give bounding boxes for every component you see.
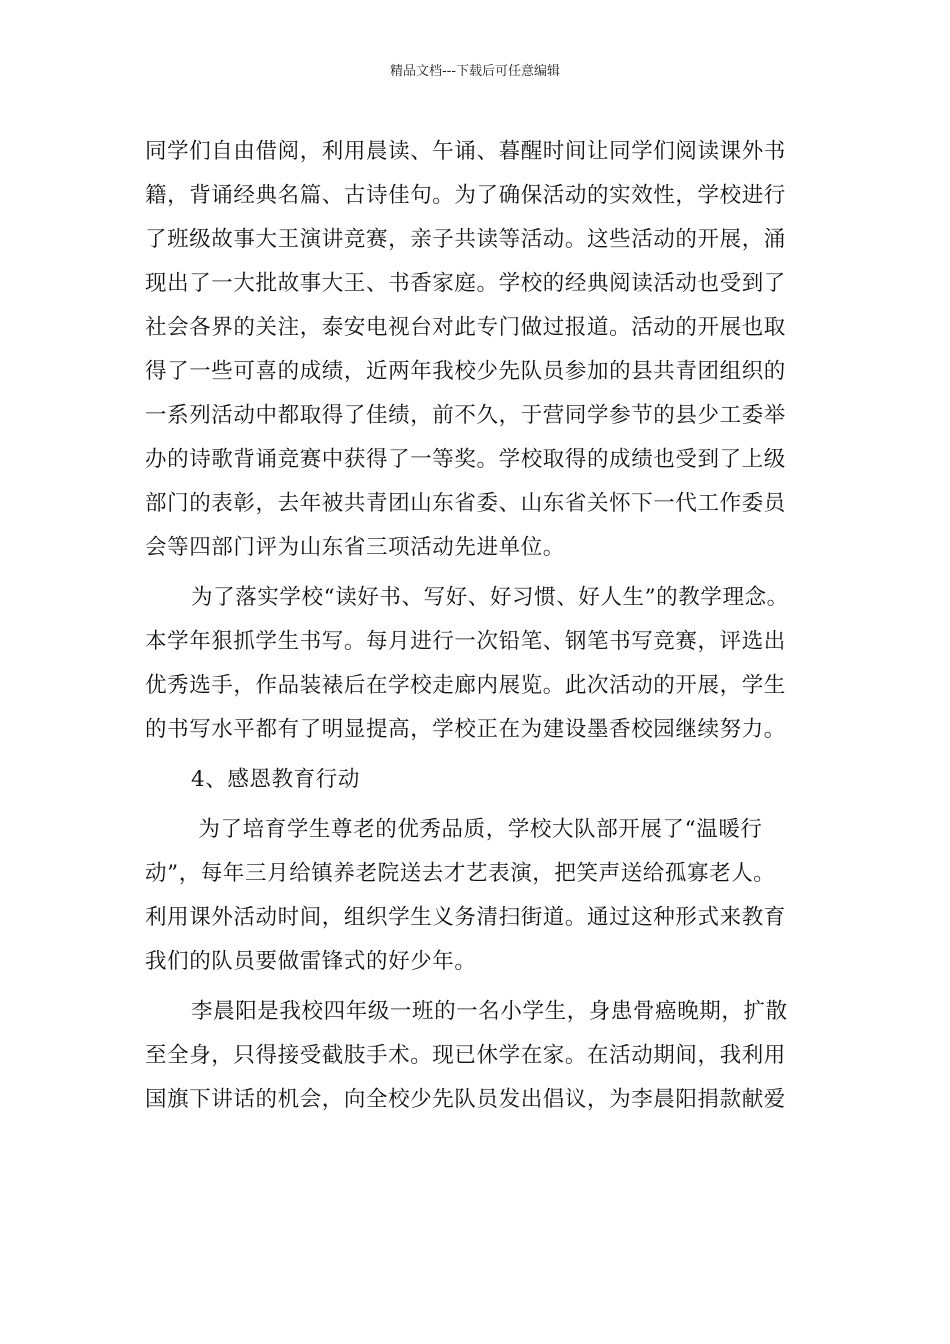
paragraph-4	[145, 990, 825, 1122]
text-line: 了班级故事大王演讲竞赛，亲子共读等活动。这些活动的开展，涌	[145, 227, 786, 252]
text-line: 会等四部门评为山东省三项活动先进单位。	[145, 535, 565, 560]
text-line: 动”，每年三月给镇养老院送去才艺表演，把笑声送给孤寡老人。	[145, 861, 776, 886]
text-line: 得了一些可喜的成绩，近两年我校少先队员参加的县共青团组织的	[145, 359, 786, 384]
text-line: 本学年狠抓学生书写。每月进行一次铅笔、钢笔书写竞赛，评选出	[145, 629, 786, 654]
text-line: 籍，背诵经典名篇、古诗佳句。为了确保活动的实效性，学校进行	[145, 183, 786, 208]
document-body	[145, 130, 825, 1122]
text-line: 部门的表彰，去年被共青团山东省委、山东省关怀下一代工作委员	[145, 491, 786, 516]
text-line: 至全身，只得接受截肢手术。现已休学在家。在活动期间，我利用	[145, 1043, 786, 1068]
text-line: 国旗下讲话的机会，向全校少先队员发出倡议，为李晨阳捐款献爱	[145, 1087, 786, 1112]
paragraph-1	[145, 130, 825, 570]
text-line: 社会各界的关注，泰安电视台对此专门做过报道。活动的开展也取	[145, 315, 786, 340]
text-line: 为了培育学生尊老的优秀品质，学校大队部开展了“温暖行	[191, 817, 763, 842]
paragraph-2	[145, 576, 825, 752]
text-line: 一系列活动中都取得了佳绩，前不久，于营同学参节的县少工委举	[145, 403, 786, 428]
section-heading	[145, 758, 825, 802]
text-line: 优秀选手，作品装裱后在学校走廊内展览。此次活动的开展，学生	[145, 673, 786, 698]
text-line: 我们的队员要做雷锋式的好少年。	[145, 949, 477, 974]
text-line: 的书写水平都有了明显提高，学校正在为建设墨香校园继续努力。	[145, 717, 786, 742]
text-line: 李晨阳是我校四年级一班的一名小学生，身患骨癌晚期，扩散	[191, 999, 788, 1024]
text-line: 同学们自由借阅，利用晨读、午诵、暮醒时间让同学们阅读课外书	[145, 139, 786, 164]
text-line: 办的诗歌背诵竞赛中获得了一等奖。学校取得的成绩也受到了上级	[145, 447, 786, 472]
text-line: 现出了一大批故事大王、书香家庭。学校的经典阅读活动也受到了	[145, 271, 786, 296]
section-heading-text: 4、感恩教育行动	[191, 767, 360, 792]
text-line: 利用课外活动时间，组织学生义务清扫街道。通过这种形式来教育	[145, 905, 786, 930]
text-line: 为了落实学校“读好书、写好、好习惯、好人生”的教学理念。	[191, 585, 789, 610]
page-header: 精品文档---下载后可任意编辑	[389, 64, 561, 79]
paragraph-3	[145, 808, 825, 984]
